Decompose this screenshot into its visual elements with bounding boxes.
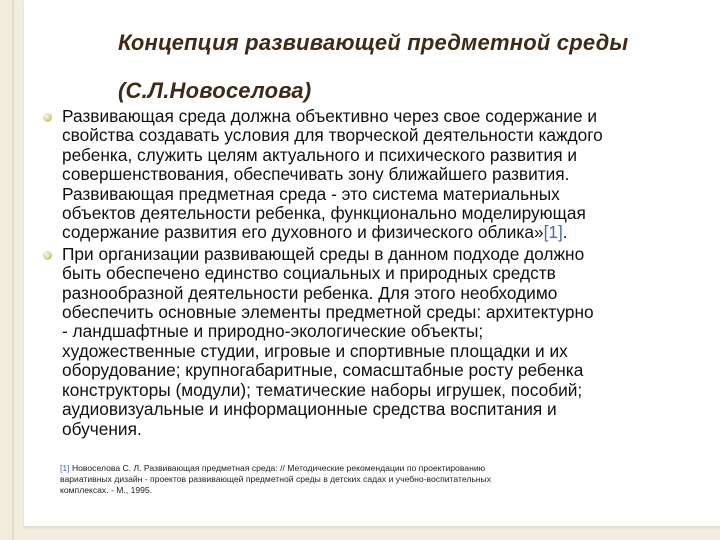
text-line: разнообразной деятельности ребенка. Для этого необходимо	[62, 282, 558, 303]
footnote-line: комплексах. - М., 1995.	[60, 485, 153, 495]
text-line: совершенствования, обеспечивать зону ближайшего развития.	[62, 164, 570, 185]
footnote-line	[60, 463, 680, 474]
footnote	[60, 463, 680, 496]
text-line: - ландшафтные и природно-экологические объекты;	[62, 321, 484, 342]
text-line: конструкторы (модули); тематические наборы игрушек, пособий;	[62, 379, 583, 400]
bullet-dot-icon	[43, 251, 52, 260]
text-line: обучения.	[62, 418, 142, 439]
footnote-ref-link[interactable]: [1]	[543, 222, 563, 243]
text-line: При организации развивающей среды в данном подходе должно	[62, 243, 585, 264]
footnote-number-link[interactable]: [1]	[60, 463, 70, 473]
text-line: аудиовизуальные и информационные средства воспитания и	[62, 399, 557, 420]
text-line: быть обеспечено единство социальных и природных средств	[62, 263, 556, 284]
bullet-list	[42, 107, 702, 439]
text-line: ребенка, служить целям актуального и психического развития и	[62, 144, 578, 165]
text-segment: содержание развития его духовного и физического облика»	[62, 222, 544, 243]
text-line: обеспечить основные элементы предметной среды: архитектурно	[62, 302, 594, 323]
bullet-item-1	[42, 107, 702, 243]
text-line: Развивающая предметная среда - это система материальных	[62, 183, 560, 204]
bullet-item-2	[42, 245, 702, 439]
slide-title: Концепция развивающей предметной среды	[118, 30, 629, 55]
text-line-last	[62, 223, 702, 242]
text-line: оборудование; крупногабаритные, сомасштабные росту ребенка	[62, 360, 584, 381]
bullet-dot-icon	[43, 113, 52, 122]
footnote-line: вариативных дизайн - проектов развивающей предметной среды в детских садах и учебно-воспитательных	[60, 474, 492, 484]
text-line: объектов деятельности ребенка, функционально моделирующая	[62, 203, 586, 224]
text-line: свойства создавать условия для творческой деятельности каждого	[62, 125, 603, 146]
text-line: художественные студии, игровые и спортивные площадки и их	[62, 340, 568, 361]
footnote-text: Новоселова С. Л. Развивающая предметная среда: // Методические рекомендации по проектированию	[69, 463, 486, 473]
slide-subtitle: (С.Л.Новоселова)	[118, 78, 312, 103]
text-segment: .	[562, 222, 568, 243]
text-line: Развивающая среда должна объективно через свое содержание и	[62, 106, 598, 126]
